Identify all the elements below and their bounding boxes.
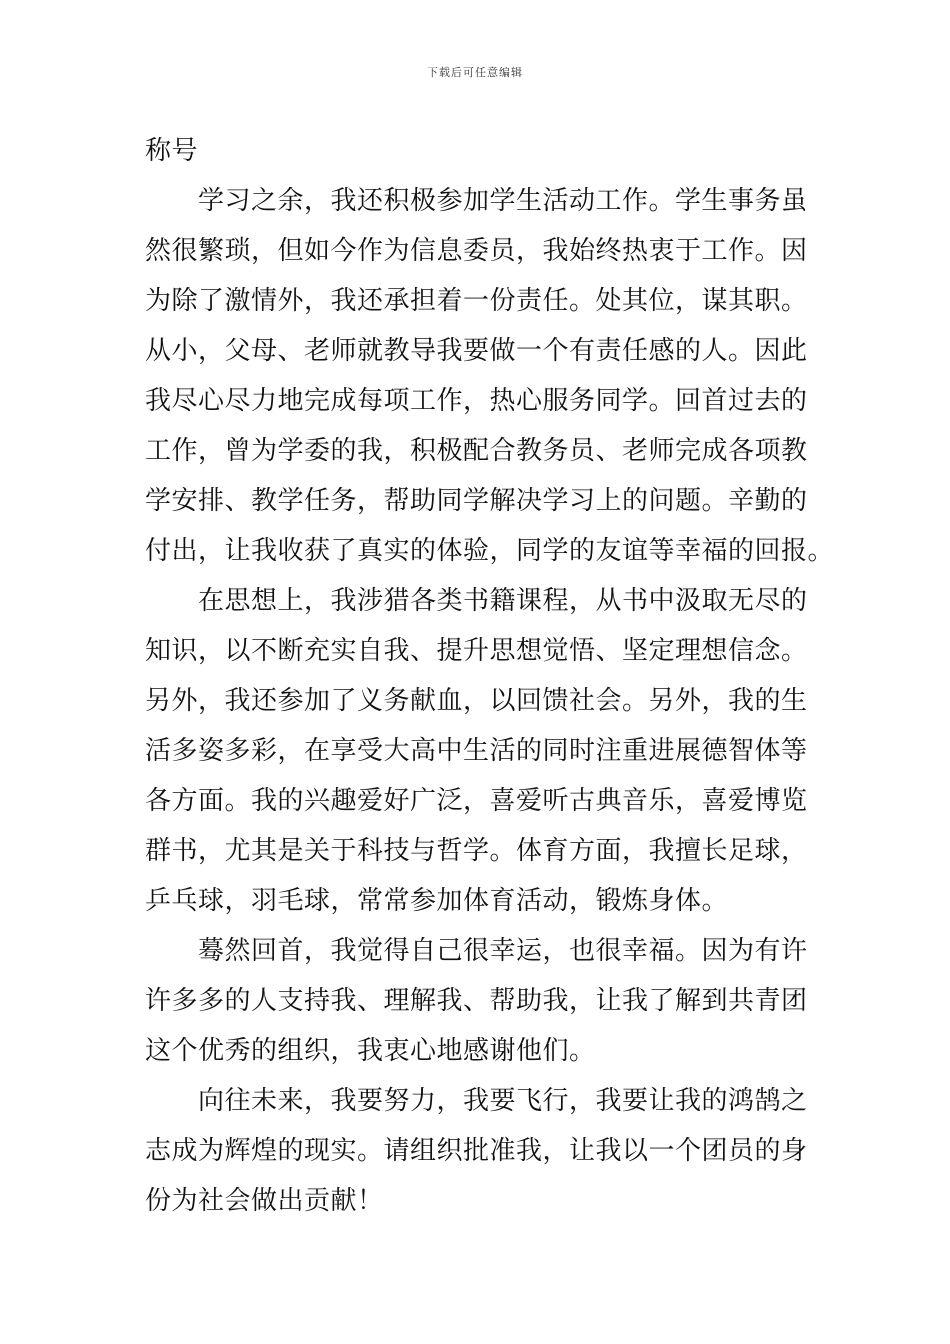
document-body — [145, 126, 835, 1226]
text-line: 我尽心尽力地完成每项工作，热心服务同学。回首过去的 — [145, 386, 808, 416]
text-line: 活多姿多彩，在享受大高中生活的同时注重进展德智体等 — [145, 736, 808, 766]
text-line: 称号 — [145, 136, 199, 166]
text-line: 这个优秀的组织，我衷心地感谢他们。 — [145, 1036, 596, 1066]
text-line: 为除了激情外，我还承担着一份责任。处其位，谋其职。 — [145, 286, 808, 316]
text-line: 份为社会做出贡献！ — [145, 1186, 384, 1216]
text-line: 向往未来，我要努力，我要飞行，我要让我的鸿鹄之 — [198, 1086, 808, 1116]
text-line: 乒乓球，羽毛球，常常参加体育活动，锻炼身体。 — [145, 886, 729, 916]
text-line: 志成为辉煌的现实。请组织批准我，让我以一个团员的身 — [145, 1136, 808, 1166]
text-line: 在思想上，我涉猎各类书籍课程，从书中汲取无尽的 — [198, 586, 808, 616]
text-line: 许多多的人支持我、理解我、帮助我，让我了解到共青团 — [145, 986, 808, 1016]
text-line: 工作，曾为学委的我，积极配合教务员、老师完成各项教 — [145, 436, 808, 466]
text-line: 各方面。我的兴趣爱好广泛，喜爱听古典音乐，喜爱博览 — [145, 786, 808, 816]
text-line: 知识，以不断充实自我、提升思想觉悟、坚定理想信念。 — [145, 636, 808, 666]
text-line: 学安排、教学任务，帮助同学解决学习上的问题。辛勤的 — [145, 486, 808, 516]
text-line: 从小，父母、老师就教导我要做一个有责任感的人。因此 — [145, 336, 808, 366]
text-line: 然很繁琐，但如今作为信息委员，我始终热衷于工作。因 — [145, 236, 808, 266]
text-line: 付出，让我收获了真实的体验，同学的友谊等幸福的回报。 — [145, 536, 835, 566]
text-line: 群书，尤其是关于科技与哲学。体育方面，我擅长足球， — [145, 836, 808, 866]
text-line: 蓦然回首，我觉得自己很幸运，也很幸福。因为有许 — [198, 936, 808, 966]
text-line: 学习之余，我还积极参加学生活动工作。学生事务虽 — [198, 186, 808, 216]
text-line: 另外，我还参加了义务献血，以回馈社会。另外，我的生 — [145, 686, 808, 716]
header-note: 下载后可任意编辑 — [427, 66, 523, 79]
